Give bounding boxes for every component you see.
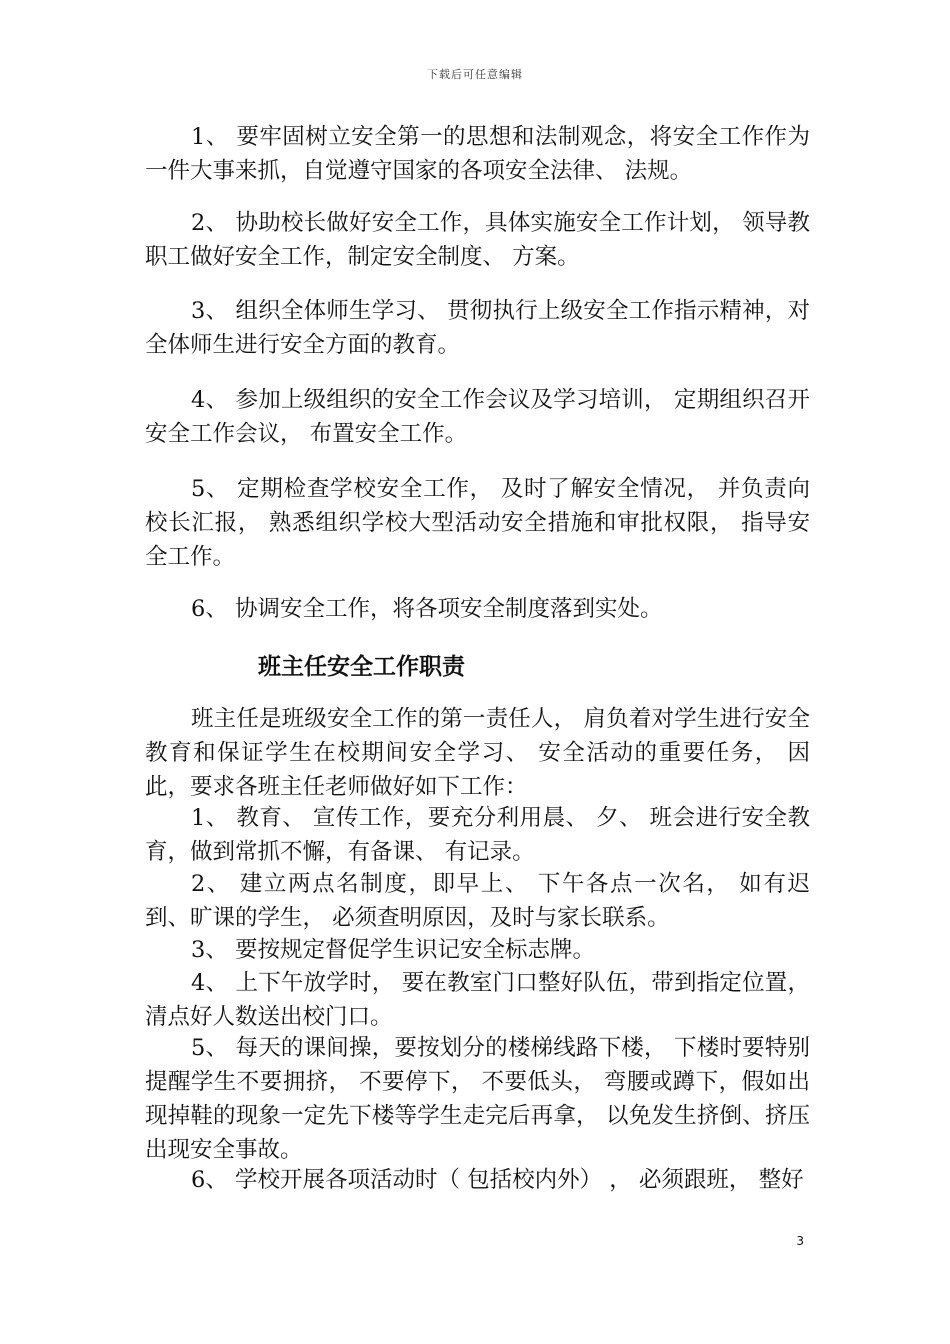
duty-item-4: 4、 上下午放学时， 要在教室门口整好队伍，带到指定位置，清点好人数送出校门口。: [145, 970, 810, 1030]
paragraph-3: 3、 组织全体师生学习、 贯彻执行上级安全工作指示精神，对全体师生进行安全方面的教育。: [145, 298, 810, 358]
paragraph-1: 1、 要牢固树立安全第一的思想和法制观念，将安全工作作为一件大事来抓，自觉遵守国家的各项安全法律、 法规。: [145, 124, 810, 184]
duty-item-6: 6、 学校开展各项活动时（ 包括校内外） ， 必须跟班， 整好: [191, 1167, 804, 1193]
duty-item-5: 5、 每天的课间操，要按划分的楼梯线路下楼， 下楼时要特别提醒学生不要拥挤， 不要停下， 不要低头， 弯腰或蹲下，假如出现掉鞋的现象一定先下楼等学生走完后再拿， 以免发生挤倒、挤压出现安全事故。: [145, 1035, 810, 1163]
paragraph-4: 4、 参加上级组织的安全工作会议及学习培训， 定期组织召开安全工作会议， 布置安全工作。: [145, 387, 810, 447]
duty-item-2: 2、 建立两点名制度，即早上、 下午各点一次名， 如有迟到、旷课的学生， 必须查明原因，及时与家长联系。: [145, 871, 810, 931]
header-note: 下载后可任意编辑: [427, 68, 523, 81]
paragraph-5: 5、 定期检查学校安全工作， 及时了解安全情况， 并负责向校长汇报， 熟悉组织学校大型活动安全措施和审批权限， 指导安全工作。: [145, 476, 810, 570]
section-title: 班主任安全工作职责: [258, 653, 465, 680]
page-number: 3: [796, 1234, 804, 1248]
paragraph-2: 2、 协助校长做好安全工作，具体实施安全工作计划， 领导教职工做好安全工作，制定安全制度、 方案。: [145, 210, 810, 270]
duty-intro: 班主任是班级安全工作的第一责任人， 肩负着对学生进行安全教育和保证学生在校期间安全学习、 安全活动的重要任务， 因此，要求各班主任老师做好如下工作：: [145, 706, 810, 800]
duty-item-3: 3、 要按规定督促学生识记安全标志牌。: [191, 937, 595, 963]
duty-item-1: 1、 教育、 宣传工作，要充分利用晨、 夕、 班会进行安全教育，做到常抓不懈，有备课、 有记录。: [145, 805, 810, 865]
paragraph-6: 6、 协调安全工作，将各项安全制度落到实处。: [191, 596, 663, 622]
